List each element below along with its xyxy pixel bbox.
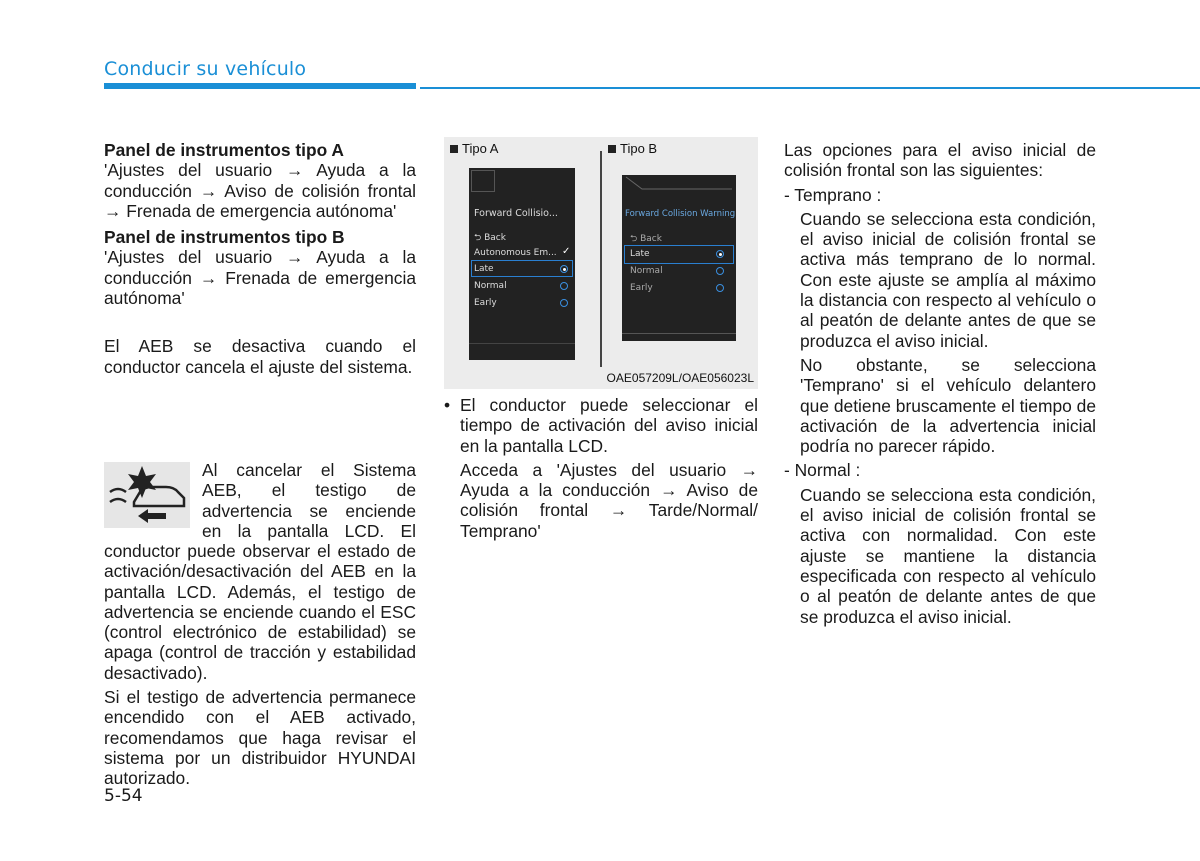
screen-b-header-line	[622, 175, 736, 195]
back-label: Back	[484, 233, 506, 243]
radio-icon	[716, 267, 724, 275]
square-bullet-icon	[450, 145, 458, 153]
header-bar-thin	[420, 87, 1200, 89]
cancel-line-1: Al cancelar el Sistema	[202, 460, 416, 480]
screen-a-rule	[469, 343, 575, 344]
cancel-line-2: AEB, el testigo de	[202, 480, 416, 501]
square-bullet-icon	[608, 145, 616, 153]
radio-icon	[560, 299, 568, 307]
aeb-warning-icon	[104, 462, 190, 528]
paragraph-remain: Si el testigo de advertencia permanece encendido con el AEB activado, recomendamos que haga revisar el sistema por un distribuidor HYUNDAI autorizado.	[104, 687, 416, 789]
normal-label: - Normal :	[784, 460, 861, 481]
text-type-a: 'Ajustes del usuario → Ayuda a la conducción → Aviso de colisión frontal → Frenada de emergencia autónoma'	[104, 160, 416, 221]
screen-a-item: Autonomous Em...	[474, 248, 557, 258]
screen-a-back	[474, 230, 506, 246]
radio-icon	[560, 282, 568, 290]
heading-type-b: Panel de instrumentos tipo B	[104, 227, 345, 248]
screen-icon-box	[471, 170, 495, 192]
left-column	[104, 140, 416, 377]
radio-icon	[716, 284, 724, 292]
lcd-screen-type-b	[622, 175, 736, 341]
figure-code: OAE057209L/OAE056023L	[606, 371, 754, 385]
screen-b-item: Early	[630, 283, 653, 293]
page-number: 5-54	[104, 786, 143, 806]
heading-type-a: Panel de instrumentos tipo A	[104, 140, 344, 160]
right-column	[784, 140, 1096, 627]
figure-divider	[600, 151, 602, 367]
middle-paragraph-1: El conductor puede seleccionar el tiempo de activación del aviso inicial en la pantalla LCD.	[460, 395, 758, 456]
temprano-paragraph-1: Cuando se selecciona esta condición, el aviso inicial de colisión frontal se activa más temprano de lo normal. Con este ajuste se amplía al máximo la distancia con respecto al vehículo o al peatón de delante antes de que se produzca el aviso inicial.	[800, 208, 1096, 351]
screen-a-item: Late	[474, 264, 494, 274]
bullet-icon: •	[444, 395, 451, 415]
back-arrow-icon: ⮌	[474, 233, 485, 243]
header-title: Conducir su vehículo	[104, 58, 307, 80]
figure-label-b	[608, 141, 657, 156]
figure-label-a	[450, 141, 498, 156]
screen-a-title: Forward Collisio...	[474, 208, 558, 219]
label-a-text: Tipo A	[462, 141, 499, 156]
screen-b-item: Normal	[630, 266, 663, 276]
back-label: Back	[640, 234, 662, 244]
text-type-b: 'Ajustes del usuario → Ayuda a la conducción → Frenada de emergencia autónoma'	[104, 247, 416, 309]
screen-b-item: Late	[630, 249, 650, 259]
cancel-paragraph-top	[202, 460, 416, 541]
cancel-rest: conductor puede observar el estado de activación/desactivación del AEB en la pantalla LCD. Además, el testigo de advertencia se enciende cuando el ESC (control electrónico de estabilidad) se apaga (control de tracción y estabilidad desactivado).	[104, 541, 416, 683]
back-arrow-icon: ⮌	[630, 234, 641, 244]
radio-selected-icon	[560, 265, 568, 273]
screen-b-rule	[622, 333, 736, 334]
bullet-item	[444, 395, 758, 541]
header-bar-thick	[104, 83, 416, 89]
cancel-line-4: en la pantalla LCD. El	[202, 520, 416, 541]
middle-column	[444, 395, 758, 541]
radio-selected-icon	[716, 250, 724, 258]
cancel-line-3: advertencia se enciende	[202, 500, 416, 521]
screen-a-item: Early	[474, 298, 497, 308]
lcd-figure	[444, 137, 758, 389]
right-intro: Las opciones para el aviso inicial de colisión frontal son las siguientes:	[784, 140, 1096, 181]
temprano-label: - Temprano :	[784, 184, 882, 205]
screen-b-title: Forward Collision Warning	[625, 209, 736, 219]
screen-a-item: Normal	[474, 281, 507, 291]
normal-paragraph-1: Cuando se selecciona esta condición, el aviso inicial de colisión frontal se activa con normalidad. Con este ajuste se mantiene la distancia especificada con respecto al vehículo o al peatón de delante antes de que se produzca el aviso inicial.	[800, 484, 1096, 627]
middle-paragraph-2: Acceda a 'Ajustes del usuario → Ayuda a la conducción → Aviso de colisión frontal → Tarde/Normal/ Temprano'	[460, 459, 758, 541]
temprano-paragraph-2: No obstante, se selecciona 'Temprano' si el vehículo delantero que detiene bruscamente el tiempo de activación de la advertencia inicial podría no parecer rápido.	[800, 354, 1096, 457]
checkmark-icon: ✓	[562, 246, 571, 257]
cancel-paragraph-rest	[104, 541, 416, 789]
paragraph-deactivate: El AEB se desactiva cuando el conductor cancela el ajuste del sistema.	[104, 336, 416, 377]
label-b-text: Tipo B	[620, 141, 658, 156]
lcd-screen-type-a	[469, 168, 575, 360]
